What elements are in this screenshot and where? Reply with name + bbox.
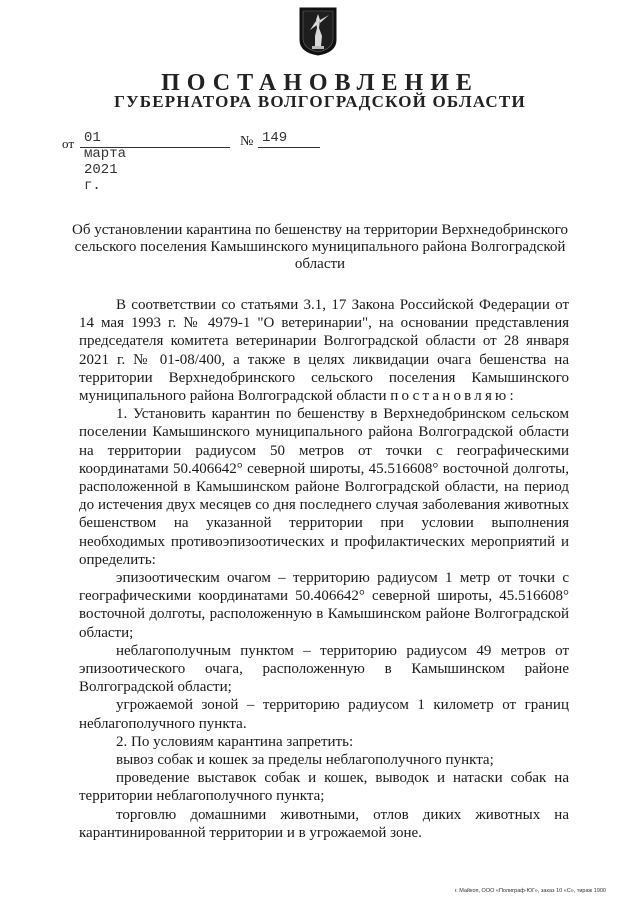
document-body [79,296,569,842]
printer-footer: г. Майкоп, ООО «Полиграф-ЮГ», заказ 10 «С», тираж 1900 [454,888,606,894]
paragraph-item-2: 2. По условиям карантина запретить: [116,733,354,750]
date-underline [80,147,230,148]
paragraph-preamble [79,296,569,405]
paragraph-ban-export: вывоз собак и кошек за пределы неблагополучного пункта; [116,752,494,769]
paragraph-epizootic-focus: эпизоотическим очагом – территорию радиусом 1 метр от точки с географическими координатами 50.406642° северной широты, 45.516608° восточной долготы, расположенную в Камышинском районе Волгоградской области; [79,570,569,641]
paragraph-unfavorable-point: неблагополучным пунктом – территорию радиусом 49 метров от эпизоотического очага, расположенную в Камышинском районе Волгоградской области; [79,642,569,696]
number-value: 149 [262,130,288,146]
number-prefix: № [240,134,254,149]
paragraph-ban-trade: торговлю домашними животными, отлов диких животных на карантинированной территории и в угрожаемой зоне. [79,806,569,841]
number-underline [258,147,320,148]
date-prefix: от [62,136,75,151]
document-title: ПОСТАНОВЛЕНИЕ [161,70,479,96]
preamble-text: В соответствии со статьями 3.1, 17 Закона Российской Федерации от 14 мая 1993 г. № 4979-1 "О ветеринарии", на основании представления председателя комитета ветеринарии Волгоградской области от 28 января 2021 г. № 01-08/400, а также в целях ликвидации очага бешенства на территории Верхнедобринского сельского поселения Камышинского муниципального района Волгоградской области [79,297,569,405]
date-value: 01 марта 2021 г. [84,130,127,194]
paragraph-ban-exhibitions: проведение выставок собак и кошек, выводок и натаски собак на территории неблагополучного пункта; [79,770,569,805]
decree-word: постановляю: [390,388,517,405]
paragraph-threatened-zone: угрожаемой зоной – территорию радиусом 1 километр от границ неблагополучного пункта. [79,697,569,732]
paragraph-item-1: 1. Установить карантин по бешенству в Верхнедобринском сельском поселении Камышинского муниципального района Волгоградской области на территории радиусом 50 метров от точки с географическими координатами 50.406642° северной широты, 45.516608° восточной долготы, расположенной в Камышинском районе Волгоградской области, на период до истечения двух месяцев со дня последнего случая заболевания животных бешенством на указанной территории при условии выполнения необходимых противоэпизоотических и профилактических мероприятий и определить: [79,406,569,568]
document-subtitle: ГУБЕРНАТОРА ВОЛГОГРАДСКОЙ ОБЛАСТИ [114,92,526,111]
document-subject: Об установлении карантина по бешенству на территории Верхнедобринского сельского поселения Камышинского муниципального района Волгоградской области [72,222,568,272]
volgograd-emblem-icon [298,6,338,56]
